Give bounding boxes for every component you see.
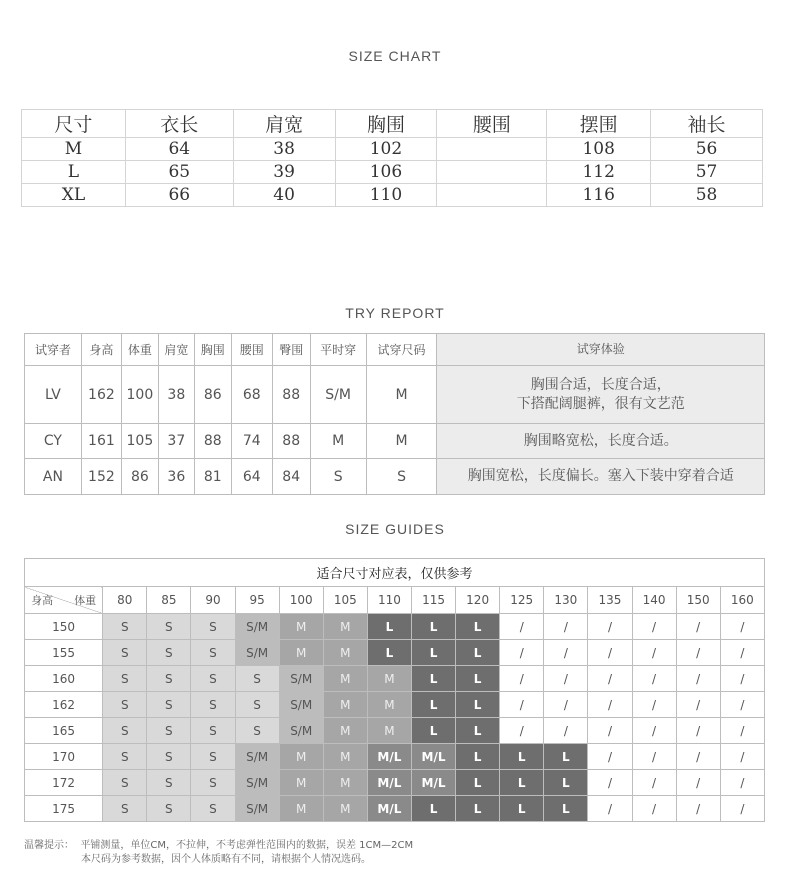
weight-header-cell: 130 [544,587,588,614]
size-guide-cell: / [588,640,632,666]
try-report-cell: 37 [158,424,194,459]
size-guide-cell: S [147,614,191,640]
size-guide-cell: M [323,770,367,796]
size-chart-cell: 57 [651,161,763,184]
size-guide-cell: / [676,640,720,666]
size-chart-header-row [22,110,763,138]
size-chart-header-cell: 摆围 [547,110,651,138]
weight-header-cell: 80 [103,587,147,614]
size-guide-cell: S [103,718,147,744]
try-report-cell: 88 [272,366,310,424]
size-guide-cell: / [720,744,764,770]
size-guide-cell: S [103,744,147,770]
size-chart-header-cell: 腰围 [437,110,547,138]
size-guide-cell: L [411,640,455,666]
tip-note-line: 本尺码为参考数据，因个人体质略有不同，请根据个人情况选码。 [81,854,371,865]
size-chart-header-cell: 衣长 [125,110,233,138]
try-report-cell: M [366,424,437,459]
size-chart-cell: 65 [125,161,233,184]
size-guide-cell: L [411,666,455,692]
size-guide-cell: M [367,718,411,744]
size-guide-cell: / [632,666,676,692]
weight-header-cell: 90 [191,587,235,614]
size-guide-cell: S [147,718,191,744]
height-cell: 170 [25,744,103,770]
size-guide-cell: L [411,718,455,744]
size-guides-caption: 适合尺寸对应表，仅供参考 [25,559,765,587]
try-report-cell: 86 [194,366,231,424]
size-guide-cell: / [676,770,720,796]
size-guide-cell: M [323,796,367,822]
height-cell: 162 [25,692,103,718]
weight-header-cell: 120 [456,587,500,614]
size-guide-cell: / [588,796,632,822]
size-guide-cell: / [588,718,632,744]
size-chart-cell: 40 [233,184,335,207]
height-cell: 160 [25,666,103,692]
try-report-cell: 162 [81,366,121,424]
try-report-cell: 36 [158,459,194,495]
weight-header-cell: 105 [323,587,367,614]
size-guide-cell: M [323,614,367,640]
size-guide-cell: / [588,666,632,692]
size-guide-cell: / [500,614,544,640]
size-chart-title: SIZE CHART [348,48,442,64]
weight-header-cell: 160 [720,587,764,614]
size-guide-cell: S [103,770,147,796]
size-guide-cell: S/M [279,718,323,744]
size-guide-cell: S [191,666,235,692]
size-guide-cell: / [676,692,720,718]
try-report-row [25,424,765,459]
size-guide-row [25,640,765,666]
weight-header-cell: 110 [367,587,411,614]
experience-line: 下搭配阔腿裤，很有文艺范 [516,395,685,412]
size-chart-cell: 102 [335,138,437,161]
size-chart-cell: 64 [125,138,233,161]
size-guide-cell: M [279,640,323,666]
size-guide-row [25,666,765,692]
size-guide-cell: L [544,744,588,770]
corner-cell [25,587,103,614]
size-guide-cell: S [191,614,235,640]
size-guide-cell: / [720,796,764,822]
size-guide-cell: S/M [235,796,279,822]
size-guide-cell: L [456,692,500,718]
try-report-cell: 68 [231,366,272,424]
size-guide-cell: S/M [235,770,279,796]
size-guide-cell: M [279,796,323,822]
size-guide-cell: M [323,718,367,744]
size-guide-cell: / [632,614,676,640]
size-guide-cell: L [411,614,455,640]
size-chart-cell: 56 [651,138,763,161]
size-guide-cell: / [544,614,588,640]
height-cell: 150 [25,614,103,640]
size-guide-cell: S [191,770,235,796]
size-guide-cell: L [456,640,500,666]
size-chart-cell: L [22,161,126,184]
size-guide-cell: M/L [367,770,411,796]
size-guide-row [25,614,765,640]
try-report-cell: 152 [81,459,121,495]
size-guide-cell: / [720,718,764,744]
size-guide-cell: S/M [279,666,323,692]
size-guides-title: SIZE GUIDES [345,521,445,537]
height-cell: 155 [25,640,103,666]
size-guide-cell: L [544,770,588,796]
size-guide-cell: S [147,796,191,822]
size-guide-cell: M/L [411,770,455,796]
height-cell: 172 [25,770,103,796]
size-guide-cell: L [500,770,544,796]
corner-height-label: 身高 [31,594,54,607]
size-guide-cell: / [588,614,632,640]
size-guide-cell: M/L [367,744,411,770]
size-guide-cell: / [632,770,676,796]
size-guide-cell: S [103,666,147,692]
size-guide-cell: / [676,718,720,744]
try-report-cell: M [366,366,437,424]
size-guide-cell: M [323,640,367,666]
try-report-cell: AN [25,459,82,495]
size-chart-cell: 106 [335,161,437,184]
size-guide-cell: / [500,666,544,692]
size-chart-header-cell: 尺寸 [22,110,126,138]
try-report-header-cell: 体重 [121,334,158,366]
try-report-cell: CY [25,424,82,459]
size-guide-row [25,770,765,796]
size-guide-cell: L [367,614,411,640]
weight-header-cell: 135 [588,587,632,614]
size-chart-cell: XL [22,184,126,207]
try-report-cell: 88 [272,424,310,459]
size-guide-cell: / [544,640,588,666]
size-guide-cell: S/M [279,692,323,718]
size-chart-cell: M [22,138,126,161]
try-report-cell: 105 [121,424,158,459]
size-guide-cell: S [235,666,279,692]
size-guide-cell: / [632,744,676,770]
size-guide-cell: L [456,770,500,796]
try-report-cell: 38 [158,366,194,424]
size-guide-cell: / [544,718,588,744]
size-guide-cell: S [191,796,235,822]
size-guide-cell: L [500,744,544,770]
size-guide-cell: / [676,666,720,692]
size-guide-row [25,744,765,770]
size-guide-row [25,718,765,744]
size-chart-header-cell: 袖长 [651,110,763,138]
size-guide-cell: / [500,692,544,718]
try-report-header-cell: 试穿体验 [437,334,765,366]
size-guide-cell: / [676,796,720,822]
size-chart-row [22,138,763,161]
weight-header-cell: 150 [676,587,720,614]
try-report-cell: 88 [194,424,231,459]
size-guide-cell: / [544,666,588,692]
size-chart-cell [437,138,547,161]
try-report-cell: M [310,424,366,459]
weight-header-row [25,587,765,614]
size-guide-cell: S [191,718,235,744]
size-chart-cell [437,184,547,207]
size-guide-cell: L [456,796,500,822]
try-report-experience [437,366,765,424]
size-guide-cell: S [103,640,147,666]
size-guides-caption-row [25,559,765,587]
size-chart-cell: 38 [233,138,335,161]
size-guide-cell: / [720,614,764,640]
size-guide-cell: M [367,666,411,692]
size-guide-cell: / [676,744,720,770]
try-report-cell: 100 [121,366,158,424]
size-chart-cell [437,161,547,184]
size-guide-cell: / [720,692,764,718]
size-guide-row [25,692,765,718]
size-guide-cell: / [632,640,676,666]
size-guide-cell: M [279,614,323,640]
try-report-row [25,366,765,424]
size-guide-cell: M/L [367,796,411,822]
try-report-header-cell: 平时穿 [310,334,366,366]
try-report-cell: 64 [231,459,272,495]
size-guide-cell: / [588,692,632,718]
try-report-cell: LV [25,366,82,424]
size-guide-cell: S [191,744,235,770]
size-guide-cell: S [103,614,147,640]
size-chart-header-cell: 肩宽 [233,110,335,138]
size-guide-cell: / [500,640,544,666]
size-guide-cell: S [103,796,147,822]
try-report-cell: 161 [81,424,121,459]
try-report-header-row [25,334,765,366]
size-guide-cell: / [720,640,764,666]
size-guide-cell: M [279,744,323,770]
size-guide-cell: S [191,692,235,718]
size-guide-cell: M [323,744,367,770]
try-report-header-cell: 臀围 [272,334,310,366]
size-guide-row [25,796,765,822]
size-guide-cell: / [632,718,676,744]
try-report-cell: 84 [272,459,310,495]
try-report-header-cell: 胸围 [194,334,231,366]
size-chart-cell: 116 [547,184,651,207]
height-cell: 165 [25,718,103,744]
size-guide-cell: S [147,770,191,796]
size-guide-cell: S [235,718,279,744]
size-guide-cell: / [720,770,764,796]
size-guide-cell: S [103,692,147,718]
size-guide-cell: / [500,718,544,744]
weight-header-cell: 85 [147,587,191,614]
size-guide-cell: S/M [235,744,279,770]
size-guide-cell: / [632,796,676,822]
size-guide-cell: M [279,770,323,796]
size-guide-cell: / [720,666,764,692]
size-guide-cell: M/L [411,744,455,770]
size-chart-cell: 58 [651,184,763,207]
weight-header-cell: 140 [632,587,676,614]
size-chart-cell: 66 [125,184,233,207]
size-guide-cell: L [456,614,500,640]
size-guide-cell: L [456,666,500,692]
size-guide-cell: / [676,614,720,640]
experience-line: 胸围合适，长度合适， [530,376,671,393]
size-guide-cell: / [588,744,632,770]
try-report-cell: 81 [194,459,231,495]
corner-weight-label: 体重 [74,594,97,607]
size-guide-cell: L [500,796,544,822]
size-guide-cell: S [191,640,235,666]
size-chart-cell: 110 [335,184,437,207]
weight-header-cell: 100 [279,587,323,614]
size-chart-cell: 39 [233,161,335,184]
size-guide-cell: / [544,692,588,718]
size-guide-cell: L [544,796,588,822]
try-report-cell: S [366,459,437,495]
try-report-row [25,459,765,495]
size-guide-cell: L [411,692,455,718]
try-report-header-cell: 肩宽 [158,334,194,366]
try-report-table [24,333,765,495]
try-report-experience: 胸围略宽松，长度合适。 [437,424,765,459]
size-guide-cell: S [147,744,191,770]
size-guide-cell: L [411,796,455,822]
size-guide-cell: M [367,692,411,718]
size-chart-header-cell: 胸围 [335,110,437,138]
size-chart-row [22,184,763,207]
size-chart-cell: 108 [547,138,651,161]
size-chart-table [21,109,763,207]
try-report-header-cell: 腰围 [231,334,272,366]
size-guide-cell: M [323,692,367,718]
height-cell: 175 [25,796,103,822]
try-report-cell: 86 [121,459,158,495]
size-guide-cell: S [235,692,279,718]
weight-header-cell: 95 [235,587,279,614]
try-report-header-cell: 试穿者 [25,334,82,366]
size-guide-cell: L [367,640,411,666]
size-guide-cell: S [147,692,191,718]
size-guide-cell: S [147,666,191,692]
try-report-title: TRY REPORT [345,305,445,321]
size-guide-cell: M [323,666,367,692]
size-guide-cell: / [632,692,676,718]
size-guide-cell: S/M [235,640,279,666]
size-guide-cell: L [456,718,500,744]
weight-header-cell: 115 [411,587,455,614]
size-guide-cell: / [588,770,632,796]
size-guides-table [24,558,765,822]
try-report-cell: S/M [310,366,366,424]
size-chart-cell: 112 [547,161,651,184]
size-chart-row [22,161,763,184]
tip-note-line: 温馨提示： 平铺测量，单位CM，不拉伸，不考虑弹性范围内的数据，误差 1CM—2CM [24,840,414,851]
size-guide-cell: L [456,744,500,770]
try-report-cell: S [310,459,366,495]
try-report-cell: 74 [231,424,272,459]
size-guide-cell: S [147,640,191,666]
try-report-header-cell: 身高 [81,334,121,366]
weight-header-cell: 125 [500,587,544,614]
try-report-header-cell: 试穿尺码 [366,334,437,366]
try-report-experience: 胸围宽松，长度偏长。塞入下装中穿着合适 [437,459,765,495]
size-guide-cell: S/M [235,614,279,640]
